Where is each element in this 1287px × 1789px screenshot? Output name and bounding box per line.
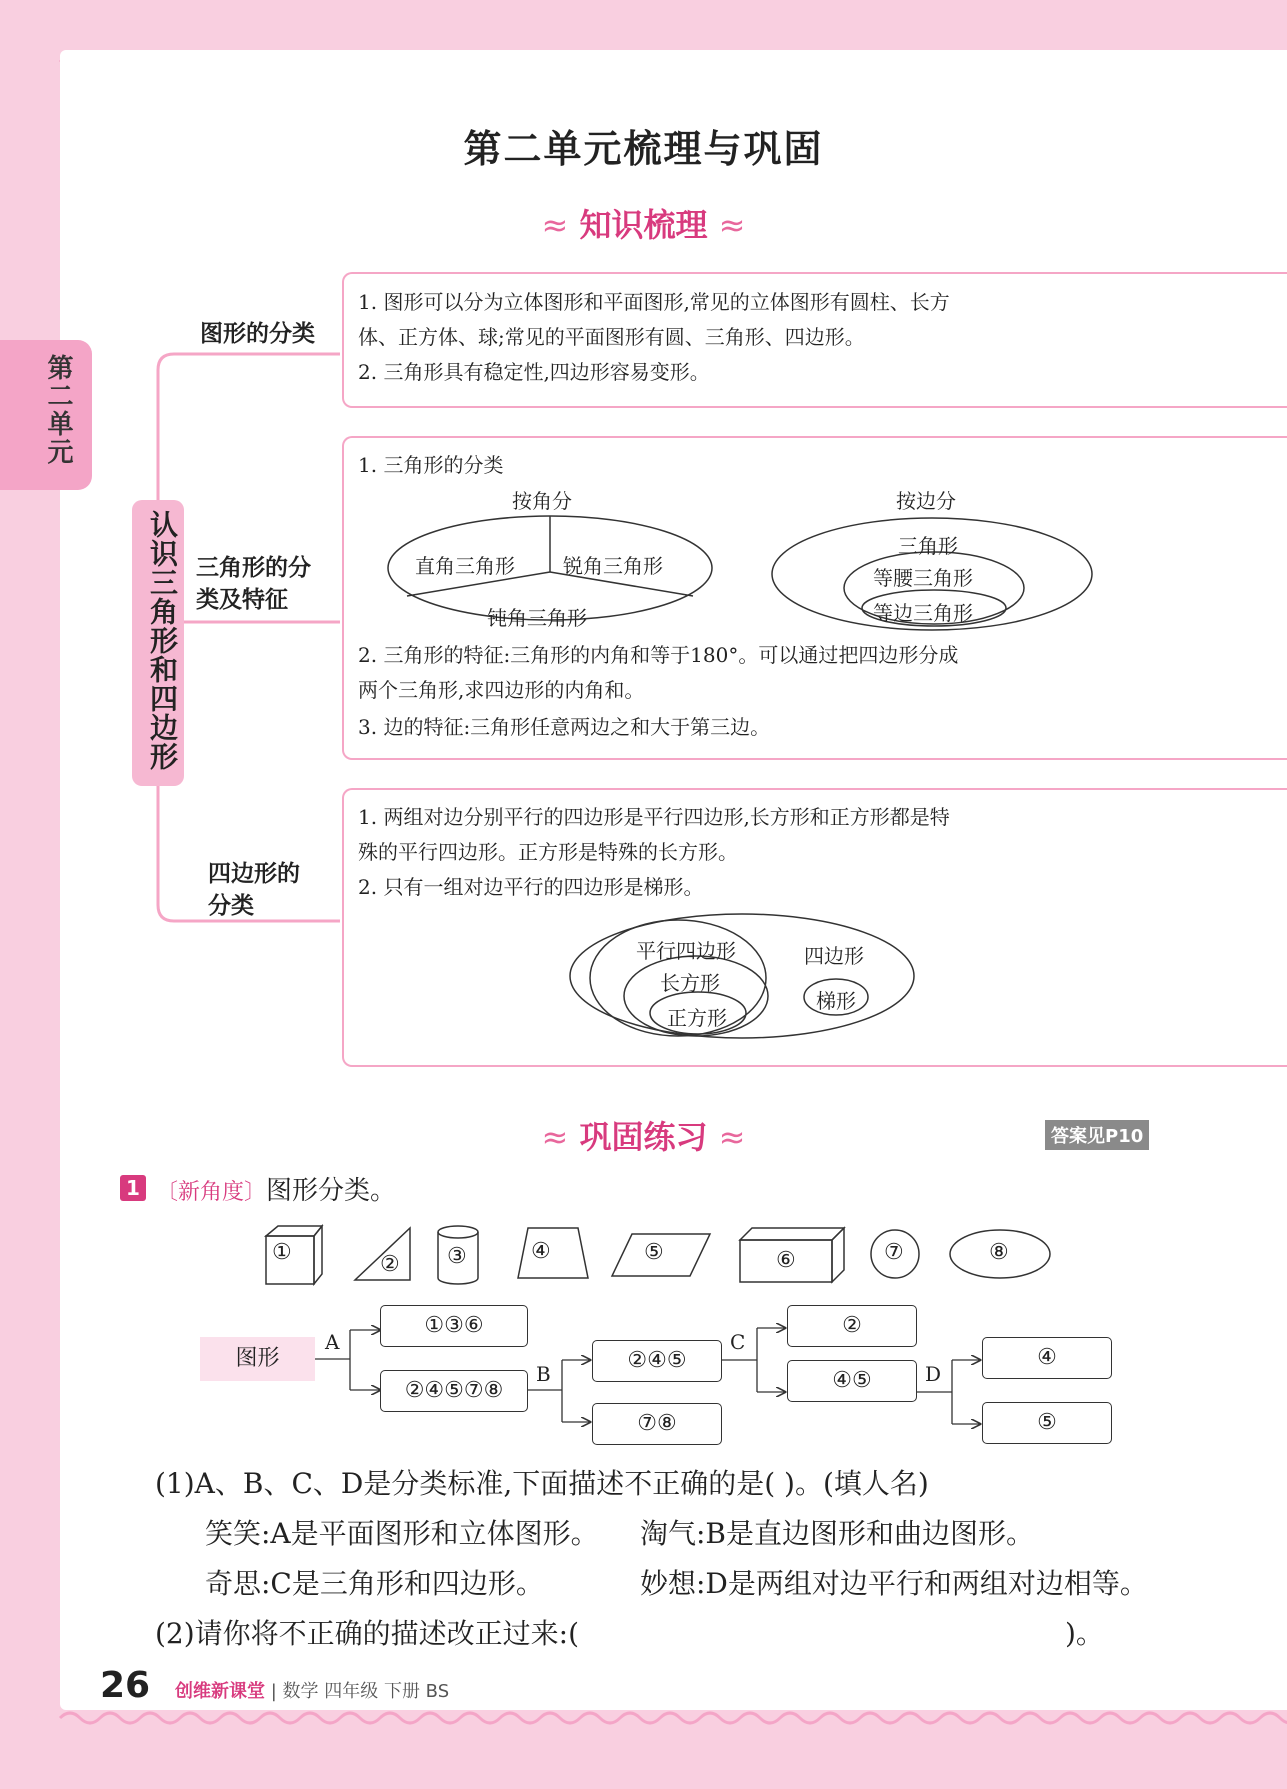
wave-left-icon: ≈ xyxy=(541,206,569,244)
question-tag: 〔新角度〕 xyxy=(156,1180,267,1205)
practice-title: 巩固练习 xyxy=(579,1118,708,1156)
wave-left-icon: ≈ xyxy=(541,1118,569,1156)
box3-line3: 2. 只有一组对边平行的四边形是梯形。 xyxy=(358,875,704,899)
main-topic-label xyxy=(132,500,184,786)
box1-line3: 2. 三角形具有稳定性,四边形容易变形。 xyxy=(358,360,710,384)
flow-root: 图形 xyxy=(200,1337,315,1381)
flow-box-b1: ②④⑤ xyxy=(592,1340,722,1382)
square-label: 正方形 xyxy=(667,1006,727,1030)
shape-5-label: ⑤ xyxy=(644,1240,664,1265)
flow-label-b: B xyxy=(536,1362,551,1386)
box3-line2: 殊的平行四边形。正方形是特殊的长方形。 xyxy=(358,840,738,864)
box1-line2: 体、正方体、球;常见的平面图形有圆、三角形、四边形。 xyxy=(358,325,865,349)
shape-4-label: ④ xyxy=(531,1239,551,1264)
sub-question-2: (2)请你将不正确的描述改正过来:( xyxy=(155,1617,580,1650)
category-triangle-line2: 类及特征 xyxy=(196,587,288,613)
page-title: 第二单元梳理与巩固 xyxy=(463,127,824,171)
side-tab-label: 第二单元 xyxy=(43,354,73,466)
box1-line1: 1. 图形可以分为立体图形和平面图形,常见的立体图形有圆柱、长方 xyxy=(358,290,950,314)
flow-label-a: A xyxy=(325,1330,340,1354)
flow-label-c: C xyxy=(730,1330,746,1354)
box3-line1: 1. 两组对边分别平行的四边形是平行四边形,长方形和正方形都是特 xyxy=(358,805,950,829)
shape-8-label: ⑧ xyxy=(989,1240,1009,1265)
right-triangle-label: 直角三角形 xyxy=(415,554,515,578)
flow-box-d1: ④ xyxy=(982,1337,1112,1379)
sub-question-2-end: )。 xyxy=(1065,1617,1104,1650)
knowledge-title: 知识梳理 xyxy=(579,206,708,244)
shape-2-label: ② xyxy=(380,1252,400,1277)
answer-reference: 答案见P10 xyxy=(1045,1120,1149,1150)
box2-heading: 1. 三角形的分类 xyxy=(358,453,504,477)
trapezoid-shape xyxy=(518,1228,588,1278)
option-qisi: 奇思:C是三角形和四边形。 xyxy=(205,1567,544,1600)
category-triangle xyxy=(196,552,311,616)
quadrilateral-diagram xyxy=(568,912,918,1040)
category-quad-line1: 四边形的 xyxy=(208,861,300,887)
flow-box-b2: ⑦⑧ xyxy=(592,1403,722,1445)
footer-brand: 创维新课堂 xyxy=(175,1681,265,1702)
category-quadrilateral xyxy=(208,858,300,922)
isosceles-label: 等腰三角形 xyxy=(873,566,973,590)
shape-7-label: ⑦ xyxy=(884,1240,904,1265)
shape-1-label: ① xyxy=(272,1240,292,1265)
flow-box-c1: ② xyxy=(787,1305,917,1347)
flow-label-d: D xyxy=(925,1362,942,1386)
option-xiaoxiao: 笑笑:A是平面图形和立体图形。 xyxy=(205,1517,599,1550)
box2-line2: 2. 三角形的特征:三角形的内角和等于180°。可以通过把四边形分成 xyxy=(358,643,959,667)
wave-right-icon: ≈ xyxy=(718,1118,746,1156)
page-number: 26 xyxy=(100,1665,151,1706)
category-shape-classification: 图形的分类 xyxy=(200,321,315,347)
obtuse-triangle-label: 钝角三角形 xyxy=(487,606,587,630)
acute-triangle-label: 锐角三角形 xyxy=(563,554,663,578)
quadrilateral-label: 四边形 xyxy=(804,944,864,968)
sub-question-1: (1)A、B、C、D是分类标准,下面描述不正确的是( )。(填人名) xyxy=(155,1467,929,1500)
flow-box-c2: ④⑤ xyxy=(787,1360,917,1402)
main-topic-text: 认识三角形和四边形 xyxy=(146,510,179,771)
by-side-label: 按边分 xyxy=(896,489,956,513)
option-taoqi: 淘气:B是直边图形和曲边图形。 xyxy=(640,1517,1035,1550)
knowledge-heading xyxy=(0,200,1287,246)
rectangle-label: 长方形 xyxy=(660,971,720,995)
question-number: 1 xyxy=(120,1175,146,1201)
triangle-label: 三角形 xyxy=(898,534,958,558)
question-prompt xyxy=(156,1170,396,1207)
category-quad-line2: 分类 xyxy=(208,893,254,919)
box2-line4: 3. 边的特征:三角形任意两边之和大于第三边。 xyxy=(358,715,771,739)
footer-info xyxy=(175,1677,449,1703)
footer-meta: | 数学 四年级 下册 BS xyxy=(270,1681,450,1702)
category-triangle-line1: 三角形的分 xyxy=(196,555,311,581)
wave-right-icon: ≈ xyxy=(718,206,746,244)
flow-box-a1: ①③⑥ xyxy=(380,1305,528,1347)
parallelogram-label: 平行四边形 xyxy=(636,939,736,963)
box2-line3: 两个三角形,求四边形的内角和。 xyxy=(358,678,645,702)
side-tab xyxy=(0,340,92,490)
by-angle-label: 按角分 xyxy=(512,489,572,513)
shape-3-label: ③ xyxy=(447,1244,467,1269)
flow-box-d2: ⑤ xyxy=(982,1402,1112,1444)
shape-6-label: ⑥ xyxy=(776,1248,796,1273)
flow-box-a2: ②④⑤⑦⑧ xyxy=(380,1370,528,1412)
trapezoid-label: 梯形 xyxy=(816,989,856,1013)
question-text: 图形分类。 xyxy=(266,1176,397,1206)
equilateral-label: 等边三角形 xyxy=(873,601,973,625)
option-miaoxiang: 妙想:D是两组对边平行和两组对边相等。 xyxy=(640,1567,1148,1600)
